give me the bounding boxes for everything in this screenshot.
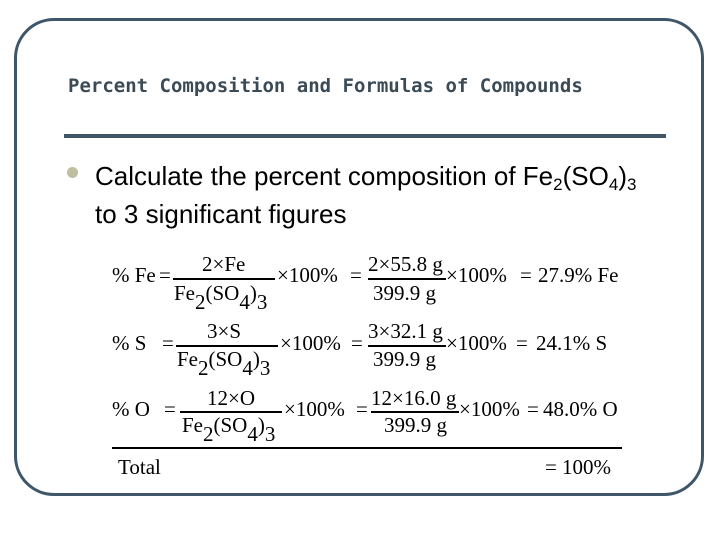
- total-eq: =: [545, 455, 557, 479]
- o-eq1: =: [164, 397, 176, 421]
- o-den: Fe2(SO4)3: [182, 413, 276, 446]
- fe-eq1: =: [159, 263, 171, 287]
- slide-title: Percent Composition and Formulas of Compounds: [68, 75, 583, 97]
- o-num2: 12×16.0 g: [371, 386, 457, 410]
- fe-result: 27.9% Fe: [538, 263, 619, 287]
- bullet-sub-a: 2: [553, 175, 563, 194]
- fe-num2: 2×55.8 g: [368, 252, 443, 276]
- bullet-text-d: to 3 significant figures: [95, 199, 347, 229]
- o-times: ×100%: [284, 397, 345, 421]
- total-label: Total: [118, 455, 161, 479]
- s-times: ×100%: [280, 331, 341, 355]
- s-den2: 399.9 g: [373, 347, 436, 371]
- fe-fraction-bar: [173, 278, 275, 280]
- s-num2: 3×32.1 g: [368, 319, 443, 343]
- bullet-text-c: ): [618, 161, 627, 191]
- o-den2: 399.9 g: [384, 413, 447, 437]
- o-lhs: % O: [112, 397, 150, 421]
- o-eq2: =: [356, 397, 368, 421]
- bullet-dot-icon: [67, 167, 78, 178]
- s-times2: ×100%: [446, 331, 507, 355]
- fe-fraction-bar-2: [368, 278, 446, 280]
- fe-den2: 399.9 g: [373, 281, 436, 305]
- s-lhs: % S: [112, 331, 147, 355]
- o-times2: ×100%: [459, 397, 520, 421]
- o-eq3: =: [527, 397, 539, 421]
- bullet-sub-c: 3: [626, 175, 637, 194]
- s-eq1: =: [162, 331, 174, 355]
- s-eq3: =: [516, 331, 528, 355]
- total-value: 100%: [562, 455, 611, 479]
- s-den: Fe2(SO4)3: [177, 347, 271, 380]
- bullet-sub-b: 4: [608, 175, 619, 194]
- fe-eq3: =: [520, 263, 532, 287]
- fe-eq2: =: [350, 263, 362, 287]
- s-eq2: =: [351, 331, 363, 355]
- fe-lhs: % Fe: [112, 263, 156, 287]
- total-divider: [112, 447, 622, 449]
- bullet-text-a: Calculate the percent composition of Fe: [95, 161, 554, 191]
- o-result: 48.0% O: [543, 397, 618, 421]
- title-divider: [64, 134, 666, 138]
- o-num: 12×O: [207, 386, 256, 410]
- fe-num: 2×Fe: [202, 252, 246, 276]
- fe-times2: ×100%: [446, 263, 507, 287]
- s-num: 3×S: [207, 319, 242, 343]
- bullet-text-b: (SO: [562, 161, 609, 191]
- fe-times: ×100%: [277, 263, 338, 287]
- bullet-text: [95, 157, 655, 233]
- fe-den: Fe2(SO4)3: [174, 281, 268, 314]
- s-result: 24.1% S: [536, 331, 608, 355]
